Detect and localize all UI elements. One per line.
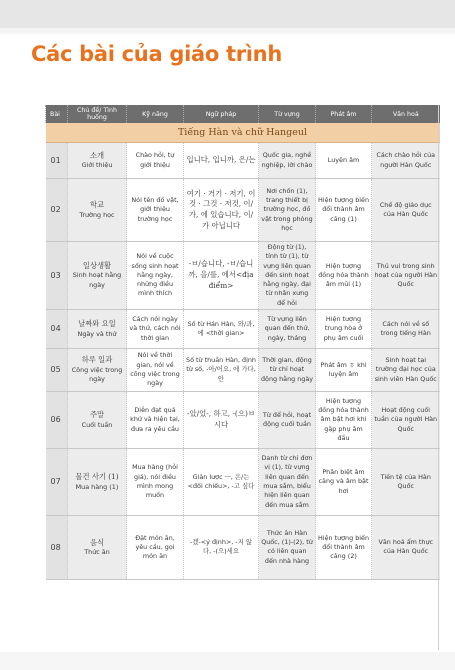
vocab-cell: Thức ăn Hàn Quốc, (1)-(2), từ có liên quan đến nhà hàng	[259, 515, 316, 579]
topic-vietnamese: Cuối tuần	[81, 420, 113, 429]
topic-cell	[68, 448, 127, 515]
vocab-cell: Từ vựng liên quan đến thứ, ngày, tháng	[259, 309, 316, 348]
vocab-cell: Quốc gia, nghề nghiệp, lời chào	[259, 143, 316, 179]
top-band-strip	[0, 28, 455, 34]
vocab-cell: Từ để hỏi, hoạt động cuối tuần	[259, 391, 316, 448]
grammar-cell: Số từ Hán Hàn, 와/과, 에 <thời gian>	[184, 309, 259, 348]
table-row	[46, 309, 440, 348]
top-band	[0, 0, 455, 28]
grammar-cell: -겠-<ý định>, -지 않다, -(으)세요	[184, 515, 259, 579]
pronunciation-cell: Phân biệt âm căng và âm bật hơi	[316, 448, 372, 515]
header-skill: Kỹ năng	[127, 105, 184, 123]
grammar-cell: -ㅂ/습니다, -ㅂ/습니까, 을/를, 에서<địa điểm>	[184, 242, 259, 310]
topic-vietnamese: Ngày và thứ	[77, 329, 117, 338]
table-header-row	[46, 105, 440, 123]
lesson-number: 03	[46, 242, 68, 310]
culture-cell: Cách nói về số trong tiếng Hàn	[372, 309, 440, 348]
pronunciation-cell: Hiện tượng đồng hóa thành âm bật hơi khi gặp phụ âm đầu	[316, 391, 372, 448]
vocab-cell: Nơi chốn (1), trang thiết bị trường học, đồ vật trong phòng học	[259, 179, 316, 242]
skill-cell: Nói về cuộc sống sinh hoạt hằng ngày, những điều mình thích	[127, 242, 184, 310]
topic-cell	[68, 391, 127, 448]
lesson-number: 04	[46, 309, 68, 348]
grammar-cell: 여기 · 거기 · 저기, 이것 · 그것 · 저것, 이/가, 에 있습니다, 이/가 아닙니다	[184, 179, 259, 242]
culture-cell: Chế độ giáo dục của Hàn Quốc	[372, 179, 440, 242]
section-title: Tiếng Hàn và chữ Hangeul	[46, 123, 440, 143]
skill-cell: Nói tên đồ vật, giới thiệu trường học	[127, 179, 184, 242]
header-topic: Chủ đề/ Tình huống	[68, 105, 127, 123]
table-row	[46, 143, 440, 179]
pronunciation-cell: Hiện tượng đồng hóa thành âm mũi (1)	[316, 242, 372, 310]
curriculum-table	[45, 105, 440, 580]
header-vocab: Từ vựng	[259, 105, 316, 123]
pronunciation-cell: Hiện tượng trung hòa ở phụ âm cuối	[316, 309, 372, 348]
skill-cell: Đặt món ăn, yêu cầu, gọi món ăn	[127, 515, 184, 579]
culture-cell: Văn hoá ẩm thực của Hàn Quốc	[372, 515, 440, 579]
topic-vietnamese: Thức ăn	[84, 548, 110, 557]
culture-cell: Hoạt động cuối tuần của người Hàn Quốc	[372, 391, 440, 448]
topic-vietnamese: Mua hàng (1)	[75, 482, 119, 491]
topic-cell	[68, 143, 127, 179]
page-bottom-shadow	[0, 652, 455, 670]
pronunciation-cell: Hiện tượng biến đổi thành âm căng (1)	[316, 179, 372, 242]
topic-cell	[68, 179, 127, 242]
grammar-cell: -았/었-, 하고, -(으)ㅂ시다	[184, 391, 259, 448]
topic-cell	[68, 242, 127, 310]
pronunciation-cell: Phát âm ㅎ khi luyện âm	[316, 348, 372, 391]
culture-cell: Tiền tệ của Hàn Quốc	[372, 448, 440, 515]
table-row	[46, 515, 440, 579]
topic-vietnamese: Công việc trong ngày	[71, 365, 123, 384]
topic-korean: 학교	[89, 200, 105, 210]
topic-korean: 주말	[89, 410, 105, 420]
table-row	[46, 348, 440, 391]
grammar-cell: Giản lược ㅡ, 은/는 <đối chiếu>, -고 싶다	[184, 448, 259, 515]
topic-cell	[68, 309, 127, 348]
lesson-number: 06	[46, 391, 68, 448]
topic-vietnamese: Giới thiệu	[81, 161, 113, 170]
culture-cell: Cách chào hỏi của người Hàn Quốc	[372, 143, 440, 179]
culture-cell: Thú vui trong sinh hoạt của người Hàn Quốc	[372, 242, 440, 310]
vocab-cell: Danh từ chỉ đơn vị (1), từ vựng liên quan đến mua sắm, biểu hiện liên quan đến mua sắm	[259, 448, 316, 515]
table-right-edge	[438, 105, 439, 650]
header-grammar: Ngữ pháp	[184, 105, 259, 123]
grammar-cell: Số từ thuần Hàn, định từ số, -아/어요, 에 가다, 안	[184, 348, 259, 391]
skill-cell: Cách nói ngày và thứ, cách nói thời gian	[127, 309, 184, 348]
pronunciation-cell: Luyện âm	[316, 143, 372, 179]
topic-korean: 날짜와 요일	[78, 319, 116, 329]
lesson-number: 01	[46, 143, 68, 179]
skill-cell: Nói về thời gian, nói về công việc trong ngày	[127, 348, 184, 391]
culture-cell: Sinh hoạt tại trường đại học của sinh viên Hàn Quốc	[372, 348, 440, 391]
topic-cell	[68, 515, 127, 579]
header-pronunciation: Phát âm	[316, 105, 372, 123]
lesson-number: 05	[46, 348, 68, 391]
topic-vietnamese: Trường học	[79, 210, 115, 219]
table-row	[46, 242, 440, 310]
topic-korean: 일상생활	[82, 260, 112, 270]
table-row	[46, 391, 440, 448]
topic-korean: 하루 일과	[81, 355, 113, 365]
curriculum-table-wrap	[45, 105, 439, 580]
header-lesson: Bài	[46, 105, 68, 123]
lesson-number: 08	[46, 515, 68, 579]
table-row	[46, 179, 440, 242]
vocab-cell: Thời gian, động từ chỉ hoạt động hằng ngày	[259, 348, 316, 391]
section-row	[46, 123, 440, 143]
topic-cell	[68, 348, 127, 391]
grammar-cell: 입니다, 입니까, 은/는	[184, 143, 259, 179]
lesson-number: 07	[46, 448, 68, 515]
header-culture: Văn hoá	[372, 105, 440, 123]
table-row	[46, 448, 440, 515]
skill-cell: Chào hỏi, tự giới thiệu	[127, 143, 184, 179]
pronunciation-cell: Hiện tượng biến đổi thành âm căng (2)	[316, 515, 372, 579]
topic-vietnamese: Sinh hoạt hằng ngày	[72, 271, 122, 289]
topic-korean: 음식	[89, 537, 105, 547]
lesson-number: 02	[46, 179, 68, 242]
page-title: Các bài của giáo trình	[31, 42, 282, 66]
topic-korean: 물건 사기 (1)	[75, 472, 119, 482]
skill-cell: Diễn đạt quá khứ và hiện tại, đưa ra yêu cầu	[127, 391, 184, 448]
vocab-cell: Động từ (1), tính từ (1), từ vựng liên quan đến sinh hoạt hằng ngày, đại từ nhân xưng để hỏi	[259, 242, 316, 310]
topic-korean: 소개	[89, 150, 105, 160]
skill-cell: Mua hàng (hỏi giá), nói điều mình mong muốn	[127, 448, 184, 515]
